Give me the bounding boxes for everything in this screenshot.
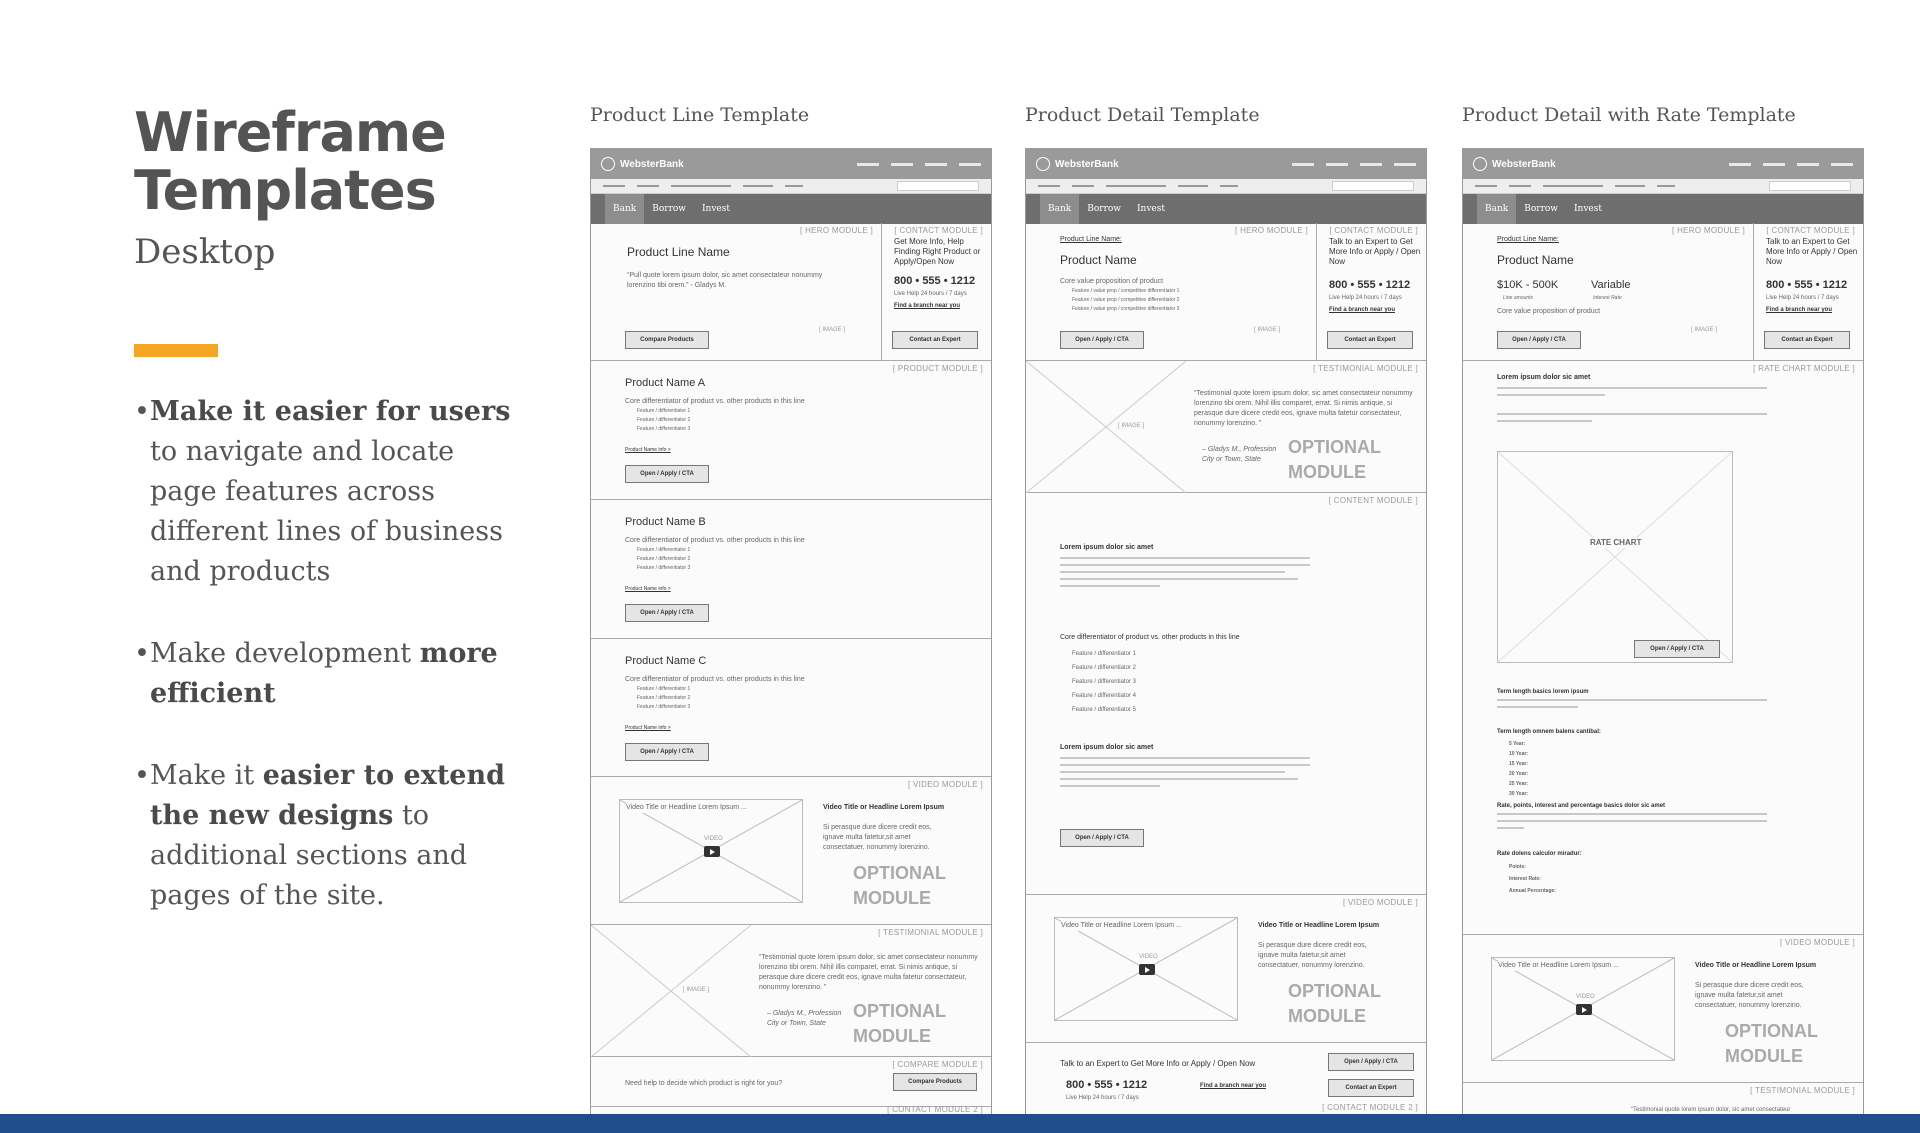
play-icon[interactable] <box>1139 964 1155 975</box>
contact-expert-button[interactable]: Contact an Expert <box>1327 331 1413 349</box>
module-label: [ HERO MODULE ] <box>800 226 873 235</box>
logo-text: WebsterBank <box>1492 158 1556 170</box>
module-label: [ VIDEO MODULE ] <box>1779 938 1855 947</box>
cta-button[interactable]: Open / Apply / CTA <box>625 604 709 622</box>
line-amount-caption: Line amounts <box>1503 295 1534 301</box>
feature-item: Feature / value prop / competitive differentiator 1 <box>1072 288 1180 294</box>
feature-item: Feature / differentiator 1 <box>637 547 691 553</box>
compare-module <box>591 1057 991 1107</box>
image-label: [ IMAGE ] <box>819 327 846 333</box>
author-name: – Gladys M., Profession <box>767 1010 842 1017</box>
video-label: VIDEO <box>1139 954 1158 960</box>
bullet-text: to additional sections and pages of the site. <box>150 800 468 911</box>
template-label: Product Line Template <box>590 104 810 126</box>
module-label: [ HERO MODULE ] <box>1235 226 1308 235</box>
testimonial-module <box>591 925 991 1057</box>
nav-tab-borrow[interactable]: Borrow <box>652 204 686 214</box>
optional-module-tag <box>1288 979 1381 1029</box>
optional-text: MODULE <box>1288 462 1366 482</box>
content-heading: Lorem ipsum dolor sic amet <box>1060 544 1154 551</box>
template-label: Product Detail with Rate Template <box>1462 104 1796 126</box>
nav-tab-borrow[interactable]: Borrow <box>1524 204 1558 214</box>
optional-module-tag <box>853 999 946 1049</box>
utility-links <box>1292 163 1416 166</box>
module-label: [ VIDEO MODULE ] <box>1342 898 1418 907</box>
bullet-item: • Make it easier for users to navigate and locate page features across different lines of business and products <box>134 396 511 587</box>
logo-icon <box>1473 157 1487 171</box>
compare-products-button[interactable]: Compare Products <box>893 1073 977 1091</box>
product-name: Product Name C <box>625 655 707 667</box>
module-label: [ HERO MODULE ] <box>1672 226 1745 235</box>
feature-item: Feature / differentiator 1 <box>637 686 691 692</box>
optional-text: OPTIONAL <box>1288 437 1381 457</box>
line-amount: $10K - 500K <box>1497 279 1559 291</box>
phone-number: 800 • 555 • 1212 <box>1329 279 1411 291</box>
rate-chart-label: RATE CHART <box>1590 538 1642 547</box>
utility-links <box>1729 163 1853 166</box>
calc-item: Annual Percentage: <box>1509 888 1556 894</box>
product-info-link[interactable]: Product Name info > <box>625 586 671 592</box>
testimonial-quote: “Testimonial quote lorem ipsum dolor, sic amet consectateur nonummy lorenzino tibi orem. Nihil illis comparet, errat. Si nimis antique, si perasque dure dicere credit eos, ignave multa fatetur consectateur, nonummy lorenzino. ” <box>759 954 978 991</box>
bank-logo <box>601 157 684 171</box>
bullet-item: • Make it easier to extend the new designs to additional sections and pages of the site. <box>134 760 505 911</box>
site-topbar <box>1463 149 1863 179</box>
bullet-item: • Make development more efficient <box>134 638 498 709</box>
live-help: Live Help 24 hours / 7 days <box>1766 295 1839 301</box>
cta-button[interactable]: Open / Apply / CTA <box>625 465 709 483</box>
find-branch-link[interactable]: Find a branch near you <box>1766 307 1833 313</box>
module-label: [ CONTACT MODULE 2 ] <box>1322 1103 1418 1112</box>
nav-tab-invest[interactable]: Invest <box>702 204 730 214</box>
cta-button[interactable]: Open / Apply / CTA <box>625 743 709 761</box>
product-diff: Core differentiator of product vs. other products in this line <box>625 537 805 544</box>
play-icon[interactable] <box>704 846 720 857</box>
footer-bar <box>0 1114 1920 1133</box>
product-line-name[interactable]: Product Line Name: <box>1060 236 1122 243</box>
feature-item: Feature / value prop / competitive differentiator 2 <box>1072 297 1180 303</box>
bullet-list <box>134 392 514 958</box>
video-body: Si perasque dure dicere credit eos, ignave multa fatetur,sit amet consectatuer, nonummy lorenzino. <box>823 824 932 851</box>
secondary-nav <box>1026 179 1426 194</box>
module-label: [ TESTIMONIAL MODULE ] <box>1750 1086 1855 1095</box>
secondary-nav <box>1463 179 1863 194</box>
feature-item: Feature / differentiator 2 <box>637 556 691 562</box>
rate-calc-list <box>1509 861 1556 897</box>
product-detail-rate-template <box>1462 104 1864 1116</box>
content-module <box>1026 493 1426 895</box>
product-name: Product Name B <box>625 516 706 528</box>
rate-calc-heading: Rate dolens calculor miradur: <box>1497 851 1582 857</box>
product-module-a <box>591 361 991 500</box>
feature-list <box>637 685 690 712</box>
contact-expert-button[interactable]: Contact an Expert <box>1764 331 1850 349</box>
accent-bar <box>134 344 218 357</box>
value-prop: Core value proposition of product <box>1497 308 1601 315</box>
feature-list <box>637 546 690 573</box>
find-branch-link[interactable]: Find a branch near you <box>1200 1083 1267 1089</box>
rate-type-caption: Interest Rate <box>1593 295 1622 301</box>
video-thumbnail[interactable] <box>1054 917 1238 1021</box>
bullet-bold: more efficient <box>150 638 498 709</box>
image-label: [ IMAGE ] <box>1254 327 1281 333</box>
module-label: [ CONTACT MODULE ] <box>894 226 983 235</box>
contact-module <box>1753 223 1863 361</box>
bullet-bold: easier to extend the new designs <box>150 760 505 831</box>
optional-text: MODULE <box>853 1026 931 1046</box>
video-module <box>591 777 991 925</box>
term-list <box>1509 739 1528 799</box>
rate-type: Variable <box>1591 279 1631 291</box>
primary-nav <box>1463 194 1863 224</box>
testimonial-module <box>1463 1083 1863 1115</box>
term-item: 5 Year: <box>1509 741 1526 747</box>
video-module <box>1026 895 1426 1043</box>
title-line-1: Wireframe <box>134 101 446 164</box>
compare-products-button[interactable]: Compare Products <box>625 331 709 349</box>
primary-nav <box>591 194 991 224</box>
image-label: [ IMAGE ] <box>1118 423 1145 429</box>
author-city: City or Town, State <box>767 1020 826 1027</box>
optional-module-tag <box>853 861 946 911</box>
nav-tab-borrow[interactable]: Borrow <box>1087 204 1121 214</box>
module-label: [ TESTIMONIAL MODULE ] <box>878 928 983 937</box>
contact-module-2 <box>1026 1043 1426 1115</box>
logo-text: WebsterBank <box>1055 158 1119 170</box>
compare-question: Need help to decide which product is right for you? <box>625 1080 783 1087</box>
page-subtitle: Desktop <box>134 232 276 272</box>
cta-button[interactable]: Open / Apply / CTA <box>1328 1053 1414 1071</box>
feature-item: Feature / value prop / competitive differentiator 3 <box>1072 306 1180 312</box>
optional-text: OPTIONAL <box>1725 1021 1818 1041</box>
module-label: [ VIDEO MODULE ] <box>907 780 983 789</box>
module-label: [ TESTIMONIAL MODULE ] <box>1313 364 1418 373</box>
feature-item: Feature / differentiator 3 <box>1072 679 1136 685</box>
feature-item: Feature / differentiator 2 <box>1072 665 1136 671</box>
feature-item: Feature / differentiator 4 <box>1072 693 1136 699</box>
term-item: 10 Year: <box>1509 751 1529 757</box>
testimonial-author <box>767 1009 841 1029</box>
contact-expert-button[interactable]: Contact an Expert <box>1328 1079 1414 1097</box>
bullet-text: Make it <box>150 760 263 791</box>
testimonial-image <box>1026 361 1186 493</box>
video-headline: Video Title or Headline Lorem Ipsum <box>1258 922 1380 929</box>
product-name: Product Name A <box>625 377 706 389</box>
secondary-nav <box>591 179 991 194</box>
live-help: Live Help 24 hours / 7 days <box>894 291 967 297</box>
term-heading: Term length basics lorem ipsum <box>1497 689 1589 695</box>
testimonial-image <box>591 925 751 1057</box>
product-detail-template <box>1025 104 1427 1116</box>
value-prop: Core value proposition of product <box>1060 278 1164 285</box>
content-body-lines <box>1060 757 1310 792</box>
module-label: [ CONTACT MODULE ] <box>1329 226 1418 235</box>
product-module-b <box>591 500 991 639</box>
testimonial-module <box>1026 361 1426 493</box>
video-body: Si perasque dure dicere credit eos, ignave multa fatetur,sit amet consectatuer, nonummy lorenzino. <box>1695 982 1804 1009</box>
logo-icon <box>1036 157 1050 171</box>
bank-logo <box>1473 157 1556 171</box>
testimonial-quote: “Testimonial quote lorem ipsum dolor, sic amet consectateur nonummy lorenzino tibi orem. Nihil illis comparet, errat. Si nimis antique, si perasque dure dicere credit eos, ignave multa fatetur consectateur, nonummy lorenzino. ” <box>1194 390 1413 427</box>
optional-text: MODULE <box>1288 1006 1366 1026</box>
feature-item: Feature / differentiator 2 <box>637 417 691 423</box>
optional-text: OPTIONAL <box>1288 981 1381 1001</box>
feature-list <box>1072 287 1179 314</box>
video-thumbnail[interactable] <box>619 799 803 903</box>
content-body-lines <box>1060 557 1310 592</box>
video-thumb-title: Video Title or Headline Lorem Ipsum ... <box>626 804 747 811</box>
hero-quote: “Pull quote lorem ipsum dolor, sic amet consectateur nonummy lorenzino tibi orem.” - Gladys M. <box>627 272 823 289</box>
cta-button[interactable]: Open / Apply / CTA <box>1497 331 1581 349</box>
module-label: [ COMPARE MODULE ] <box>892 1060 983 1069</box>
product-diff: Core differentiator of product vs. other products in this line <box>625 676 805 683</box>
term-body-lines <box>1497 699 1767 713</box>
product-info-link[interactable]: Product Name info > <box>625 725 671 731</box>
video-label: VIDEO <box>704 836 723 842</box>
nav-tab-bank[interactable]: Bank <box>605 194 644 224</box>
phone-number: 800 • 555 • 1212 <box>1766 279 1848 291</box>
rate-chart-placeholder <box>1497 451 1733 663</box>
product-diff: Core differentiator of product vs. other products in this line <box>625 398 805 405</box>
site-topbar <box>591 149 991 179</box>
live-help: Live Help 24 hours / 7 days <box>1329 295 1402 301</box>
phone-number: 800 • 555 • 1212 <box>894 275 976 287</box>
wireframe-product-detail <box>1025 148 1427 1116</box>
nav-tab-invest[interactable]: Invest <box>1574 204 1602 214</box>
page-title <box>134 101 446 222</box>
bullet-bold: Make it easier for users <box>150 396 511 427</box>
utility-links <box>857 163 981 166</box>
play-icon[interactable] <box>1576 1004 1592 1015</box>
optional-module-tag <box>1725 1019 1818 1069</box>
module-label: [ RATE CHART MODULE ] <box>1753 364 1855 373</box>
author-city: City or Town, State <box>1202 456 1261 463</box>
hero-title: Product Name <box>1060 253 1137 267</box>
module-label: [ CONTACT MODULE 2 ] <box>887 1105 983 1114</box>
nav-tab-invest[interactable]: Invest <box>1137 204 1165 214</box>
video-headline: Video Title or Headline Lorem Ipsum <box>823 804 945 811</box>
cta-button[interactable]: Open / Apply / CTA <box>1060 331 1144 349</box>
logo-text: WebsterBank <box>620 158 684 170</box>
primary-nav <box>1026 194 1426 224</box>
live-help: Live Help 24 hours / 7 days <box>1066 1095 1139 1101</box>
calc-item: Interest Rate: <box>1509 876 1541 882</box>
rate-heading: Lorem ipsum dolor sic amet <box>1497 374 1591 381</box>
content-feature-list <box>1072 647 1136 717</box>
product-line-template <box>590 104 992 1116</box>
hero-module <box>591 223 991 361</box>
title-line-2: Templates <box>134 159 436 222</box>
rate-points-lines <box>1497 813 1767 834</box>
contact-module <box>1316 223 1426 361</box>
feature-item: Feature / differentiator 3 <box>637 565 691 571</box>
contact-text: Talk to an Expert to Get More Info or Apply / Open Now <box>1329 237 1421 266</box>
product-info-link[interactable]: Product Name info > <box>625 447 671 453</box>
testimonial-author <box>1202 445 1276 465</box>
rate-chart-module <box>1463 361 1863 935</box>
hero-module <box>1026 223 1426 361</box>
image-label: [ IMAGE ] <box>1691 327 1718 333</box>
site-topbar <box>1026 149 1426 179</box>
find-branch-link[interactable]: Find a branch near you <box>894 303 961 309</box>
feature-item: Feature / differentiator 2 <box>637 695 691 701</box>
video-thumbnail[interactable] <box>1491 957 1675 1061</box>
module-label: [ CONTENT MODULE ] <box>1328 496 1418 505</box>
term-item: 25 Year: <box>1509 781 1529 787</box>
optional-module-tag <box>1288 435 1381 485</box>
video-module <box>1463 935 1863 1083</box>
video-body: Si perasque dure dicere credit eos, ignave multa fatetur,sit amet consectatuer, nonummy lorenzino. <box>1258 942 1367 969</box>
rate-body-lines <box>1497 387 1767 401</box>
rate-body-lines <box>1497 413 1767 427</box>
video-label: VIDEO <box>1576 994 1595 1000</box>
phone-number: 800 • 555 • 1212 <box>1066 1079 1148 1091</box>
optional-text: MODULE <box>853 888 931 908</box>
video-thumb-title: Video Title or Headline Lorem Ipsum ... <box>1498 962 1619 969</box>
hero-title: Product Name <box>1497 253 1574 267</box>
nav-tab-bank[interactable]: Bank <box>1477 194 1516 224</box>
module-label: [ CONTACT MODULE ] <box>1766 226 1855 235</box>
feature-item: Feature / differentiator 1 <box>1072 651 1136 657</box>
term-item: 30 Year: <box>1509 791 1529 797</box>
rate-points-heading: Rate, points, interest and percentage basics dolor sic amet <box>1497 803 1666 809</box>
author-name: – Gladys M., Profession <box>1202 446 1277 453</box>
content-diff: Core differentiator of product vs. other products in this line <box>1060 634 1240 641</box>
hero-module <box>1463 223 1863 361</box>
calc-item: Points: <box>1509 864 1526 870</box>
contact-text: Get More Info, Help Finding Right Product or Apply/Open Now <box>894 237 981 266</box>
video-thumb-title: Video Title or Headline Lorem Ipsum ... <box>1061 922 1182 929</box>
optional-text: OPTIONAL <box>853 863 946 883</box>
product-line-name[interactable]: Product Line Name: <box>1497 236 1559 243</box>
contact-module <box>881 223 991 361</box>
optional-text: MODULE <box>1725 1046 1803 1066</box>
module-label: [ PRODUCT MODULE ] <box>892 364 983 373</box>
nav-tab-bank[interactable]: Bank <box>1040 194 1079 224</box>
template-label: Product Detail Template <box>1025 104 1260 126</box>
wireframe-product-rate <box>1462 148 1864 1116</box>
feature-item: Feature / differentiator 3 <box>637 704 691 710</box>
content-heading: Lorem ipsum dolor sic amet <box>1060 744 1154 751</box>
optional-text: OPTIONAL <box>853 1001 946 1021</box>
contact-expert-button[interactable]: Contact an Expert <box>892 331 978 349</box>
video-headline: Video Title or Headline Lorem Ipsum <box>1695 962 1817 969</box>
logo-icon <box>601 157 615 171</box>
contact-text: Talk to an Expert to Get More Info or Apply / Open Now <box>1766 237 1858 266</box>
term-item: 15 Year: <box>1509 761 1529 767</box>
feature-item: Feature / differentiator 5 <box>1072 707 1136 713</box>
feature-list <box>637 407 690 434</box>
testimonial-quote: “Testimonial quote lorem ipsum dolor, sic amet consectateur <box>1631 1107 1791 1113</box>
footer-contact-text: Talk to an Expert to Get More Info or Apply / Open Now <box>1060 1059 1256 1068</box>
feature-item: Feature / differentiator 3 <box>637 426 691 432</box>
feature-item: Feature / differentiator 1 <box>637 408 691 414</box>
wireframe-product-line <box>590 148 992 1116</box>
hero-title: Product Line Name <box>627 245 730 259</box>
product-module-c <box>591 639 991 777</box>
find-branch-link[interactable]: Find a branch near you <box>1329 307 1396 313</box>
term-item: 20 Year: <box>1509 771 1529 777</box>
term-heading-2: Term length omnem balens cantibal: <box>1497 729 1601 735</box>
bullet-text: to navigate and locate page features across different lines of business and products <box>150 436 503 587</box>
image-label: [ IMAGE ] <box>683 987 710 993</box>
cta-button[interactable]: Open / Apply / CTA <box>1060 829 1144 847</box>
bank-logo <box>1036 157 1119 171</box>
cta-button[interactable]: Open / Apply / CTA <box>1634 640 1720 658</box>
bullet-text: Make development <box>150 638 420 669</box>
